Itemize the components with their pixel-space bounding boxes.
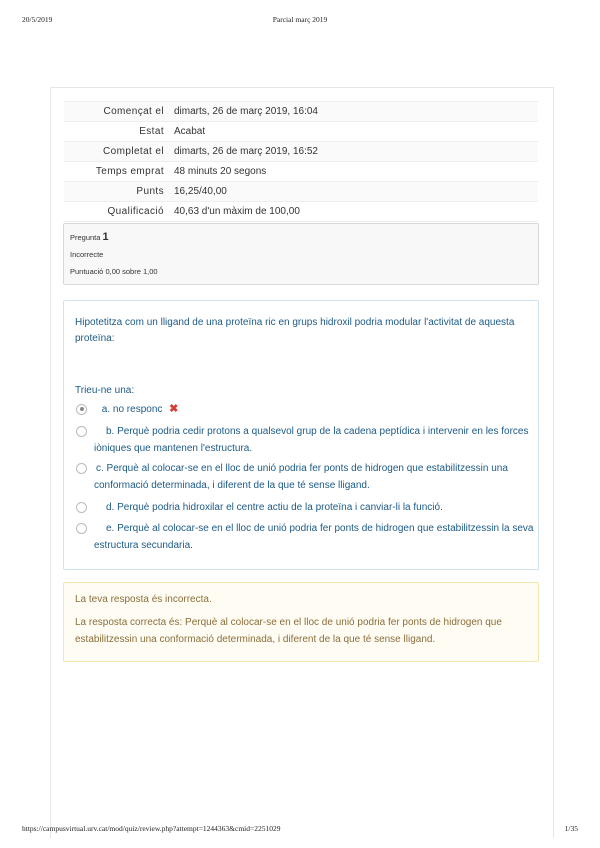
summary-value: 48 minuts 20 segons: [174, 166, 267, 177]
question-grade: Puntuació 0,00 sobre 1,00: [70, 267, 158, 276]
radio-button[interactable]: [76, 502, 87, 513]
summary-value: dimarts, 26 de març 2019, 16:52: [174, 146, 318, 157]
summary-label: Temps emprat: [95, 166, 164, 177]
summary-row-grade: [64, 202, 538, 222]
question-formulation: [63, 300, 539, 570]
answer-option-c[interactable]: [76, 460, 536, 494]
print-url: https://campusvirtual.urv.cat/mod/quiz/review.php?attempt=1244363&cmid=2251029: [22, 824, 281, 833]
summary-label: Estat: [139, 126, 164, 137]
radio-button[interactable]: [76, 426, 87, 437]
attempt-summary-table: [64, 101, 538, 222]
answer-option-text: a. no responc: [101, 404, 163, 415]
print-page-number: 1/35: [564, 824, 578, 833]
answer-prompt: Trieu-ne una:: [75, 385, 135, 396]
summary-value: Acabat: [174, 126, 206, 137]
question-label: Pregunta: [70, 233, 101, 242]
summary-row-marks: [64, 182, 538, 202]
answer-option-e[interactable]: [76, 520, 536, 554]
answer-option-d[interactable]: [76, 499, 536, 516]
answer-option-a[interactable]: [76, 401, 536, 418]
answer-option-text: e. Perquè al colocar-se en el lloc de unió podria fer ponts de hidrogen que estabilitzessin la seva estructura secundaria.: [94, 523, 534, 551]
answer-option-text: d. Perquè podria hidroxilar el centre actiu de la proteïna i canviar-li la funció.: [106, 502, 443, 513]
feedback-box: [63, 582, 539, 662]
radio-button[interactable]: [76, 523, 87, 534]
radio-selected[interactable]: [76, 404, 87, 415]
summary-value: 40,63 d'un màxim de 100,00: [174, 206, 300, 217]
question-state: Incorrecte: [70, 250, 104, 259]
feedback-result: La teva resposta és incorrecta.: [75, 594, 212, 605]
answer-option-text: c. Perquè al colocar-se en el lloc de unió podria fer ponts de hidrogen que estabilitzessin una conformació determinada, i diferent de la que té sense lligand.: [94, 463, 508, 491]
question-info-box: [63, 223, 539, 285]
radio-button[interactable]: [76, 463, 87, 474]
summary-row-state: [64, 122, 538, 142]
print-date: 20/5/2019: [22, 15, 53, 24]
summary-label: Punts: [136, 186, 164, 197]
question-text: Hipotetitza com un lligand de una proteïna ric en grups hidroxil podria modular l'activitat de aquesta proteïna:: [75, 317, 515, 344]
summary-row-started: [64, 102, 538, 122]
summary-row-time-taken: [64, 162, 538, 182]
summary-row-completed: [64, 142, 538, 162]
question-number: [70, 231, 109, 243]
feedback-correct-answer: La resposta correcta és: Perquè al colocar-se en el lloc de unió podria fer ponts de hidrogen que estabilitzessin una conformació determinada, i diferent de la que té sense lligand.: [75, 617, 502, 645]
summary-label: Qualificació: [107, 206, 164, 217]
summary-value: dimarts, 26 de març 2019, 16:04: [174, 106, 318, 117]
summary-label: Començat el: [103, 106, 164, 117]
summary-label: Completat el: [103, 146, 164, 157]
incorrect-icon: ✖: [169, 403, 179, 415]
print-doc-title: Parcial març 2019: [272, 15, 328, 24]
summary-value: 16,25/40,00: [174, 186, 227, 197]
answer-option-text: b. Perquè podria cedir protons a qualsevol grup de la cadena peptídica i intervenir en les forces iòniques que mantenen l'estructura.: [94, 426, 529, 454]
question-number-value: 1: [102, 231, 109, 243]
answer-option-b[interactable]: [76, 423, 536, 457]
